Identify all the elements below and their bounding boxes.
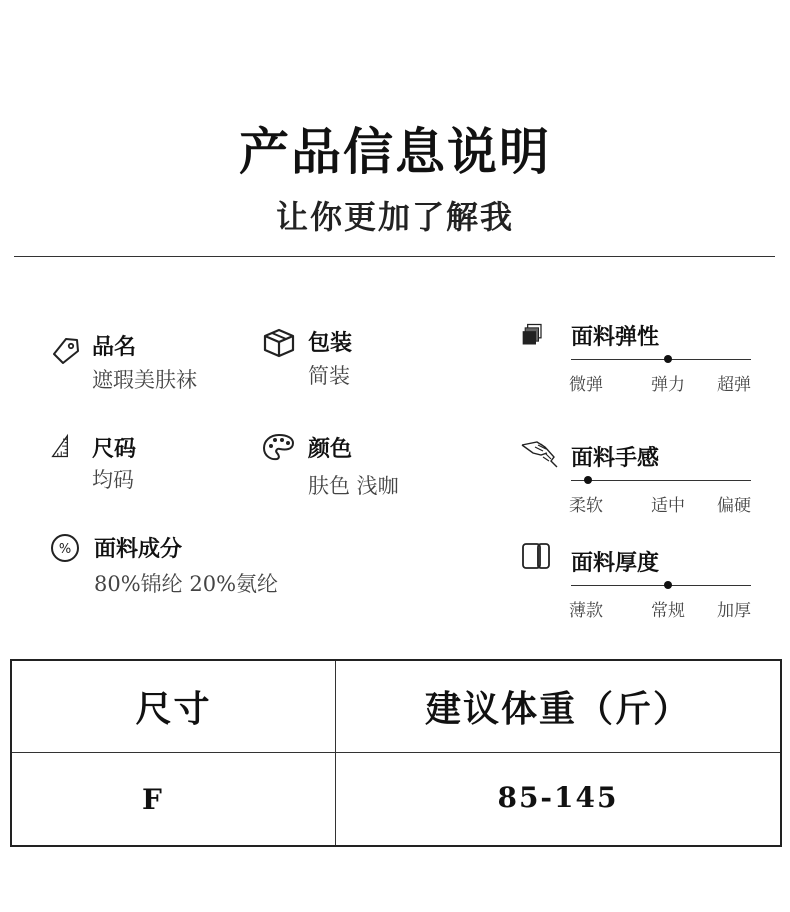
- info-name-value: 遮瑕美肤袜: [92, 368, 197, 392]
- ruler-icon: [50, 432, 76, 462]
- info-name-label: 品名: [92, 334, 137, 360]
- scale-thickness-low: 薄款: [569, 601, 603, 621]
- scale-elasticity-title: 面料弹性: [571, 324, 660, 350]
- scale-thickness-high: 加厚: [717, 601, 751, 621]
- page-subtitle: 让你更加了解我: [275, 198, 514, 236]
- info-color-value: 肤色 浅咖: [308, 474, 399, 498]
- thickness-icon: [521, 542, 553, 572]
- scale-elasticity-marker: [664, 355, 672, 363]
- scale-elasticity-high: 超弹: [717, 375, 751, 395]
- table-header-size: 尺寸: [135, 688, 212, 730]
- scale-elasticity-mid: 弹力: [651, 375, 685, 395]
- header-divider: [14, 256, 775, 257]
- table-cell-size: F: [142, 782, 164, 816]
- info-size-label: 尺码: [92, 436, 137, 462]
- info-package-value: 简装: [308, 364, 350, 388]
- info-color: [262, 432, 462, 502]
- info-color-label: 颜色: [308, 436, 353, 462]
- info-name: [50, 330, 250, 400]
- tag-icon: [50, 334, 80, 364]
- info-package: [262, 326, 462, 396]
- svg-text:%: %: [58, 542, 72, 557]
- scale-thickness: [521, 546, 761, 636]
- info-fabric-label: 面料成分: [94, 536, 183, 562]
- info-fabric: [50, 532, 350, 602]
- scale-feel-mid: 适中: [651, 496, 685, 516]
- size-table: [10, 659, 782, 847]
- box-icon: [262, 328, 296, 358]
- scale-feel-title: 面料手感: [571, 445, 660, 471]
- fabric-layers-icon: [521, 322, 551, 352]
- scale-thickness-title: 面料厚度: [571, 550, 660, 576]
- table-header-weight: 建议体重（斤）: [424, 688, 691, 730]
- info-size: [50, 432, 250, 502]
- hand-touch-icon: [521, 439, 561, 469]
- scale-elasticity-track: [571, 359, 751, 360]
- scale-elasticity-low: 微弹: [569, 375, 603, 395]
- scale-feel-high: 偏硬: [717, 496, 751, 516]
- scale-elasticity: [521, 320, 761, 410]
- scale-feel-track: [571, 480, 751, 481]
- scale-thickness-mid: 常规: [651, 601, 685, 621]
- percent-icon: [50, 533, 80, 563]
- scale-feel: [521, 441, 761, 531]
- palette-icon: [262, 432, 296, 462]
- page-title: 产品信息说明: [239, 122, 551, 181]
- info-package-label: 包装: [308, 330, 353, 356]
- table-cell-weight: 85-145: [497, 780, 619, 814]
- scale-feel-low: 柔软: [569, 496, 603, 516]
- scale-thickness-marker: [664, 581, 672, 589]
- scale-feel-marker: [584, 476, 592, 484]
- scale-thickness-track: [571, 585, 751, 586]
- info-size-value: 均码: [92, 468, 134, 492]
- info-fabric-value: 80%锦纶 20%氨纶: [94, 572, 279, 596]
